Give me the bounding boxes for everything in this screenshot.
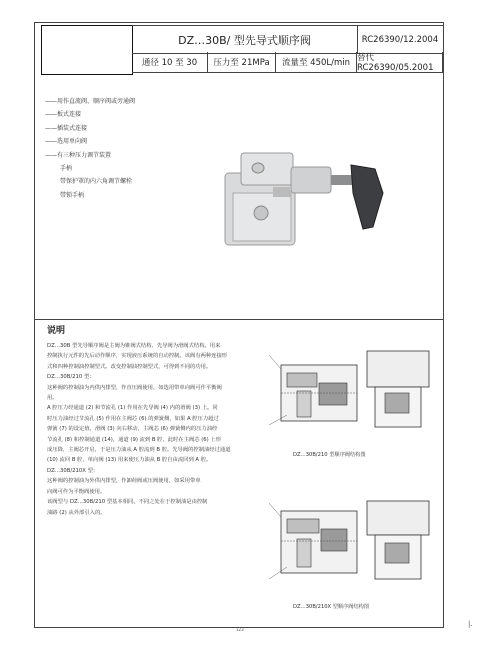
description-text bbox=[47, 341, 267, 518]
text-line: DZ…30B/210 型： bbox=[47, 374, 95, 381]
page-frame bbox=[34, 22, 444, 628]
text-line: 向阀可作为平衡阀使用。 bbox=[47, 488, 106, 495]
text-line: (10) 流回 B 腔，单向阀 (13) 用来使压力油从 B 腔自由流回到 A 腔。 bbox=[47, 457, 212, 464]
header bbox=[35, 23, 443, 77]
section-title: 说明 bbox=[47, 326, 66, 336]
page-number: 123 bbox=[236, 627, 244, 632]
section-diagram-210x bbox=[267, 491, 439, 599]
spec-replaces: 替代 RC26390/05.2001 bbox=[357, 52, 443, 73]
text-line: 时压力油经过节流孔 (5) 作用在主阀芯 (6) 的弹簧侧，如果 A 腔压力超过 bbox=[47, 415, 219, 422]
spec-row bbox=[132, 52, 443, 73]
text-line: A 腔压力经通道 (2) 和节流孔 (1) 作用在先导阀 (4) 内的滑阀 (3) 上。同 bbox=[47, 405, 218, 412]
spec-size: 通径 10 至 30 bbox=[132, 52, 208, 73]
feature-item: ——选用单向阀 bbox=[45, 138, 88, 146]
edge-mark: |. bbox=[468, 620, 473, 628]
text-line: 油路 (2) 从外部引入的。 bbox=[47, 509, 106, 516]
text-line: DZ…30B/210X 型： bbox=[47, 467, 99, 474]
diagram2-caption: DZ…30B/210X 型顺序阀结构图 bbox=[293, 604, 370, 610]
text-line: 弹簧 (7) 的设定值，滑阀 (3) 向右移动，主阀芯 (6) 弹簧侧内的压力油经 bbox=[47, 426, 218, 433]
text-line: 用。 bbox=[47, 395, 58, 402]
feature-subitem: 带保护罩的内六角调节螺栓 bbox=[60, 178, 133, 186]
spec-flow: 流量至 450L/min bbox=[276, 52, 357, 73]
doc-title: DZ…30B/ 型先导式顺序阀 bbox=[132, 25, 358, 54]
text-line: 成压降，主阀芯开启，于是压力油从 A 腔流到 B 腔。先导阀的控制油经过通道 bbox=[47, 447, 231, 454]
feature-item: ——板式连接 bbox=[45, 111, 82, 119]
text-line: 式和四种控制油控制型式。改变控制油控制型式，可得到不同的功用。 bbox=[47, 363, 212, 370]
logo-box bbox=[41, 25, 133, 75]
text-line: 该阀型与 DZ…30B/210 型基本相同，不同之处在于控制油是由控制 bbox=[47, 499, 208, 506]
feature-subitem: 手柄 bbox=[60, 165, 73, 173]
diagram1-caption: DZ…30B/210 型顺序阀结构图 bbox=[293, 452, 366, 458]
text-line: 节流孔 (8) 和控制通道 (14)，通道 (9) 流到 B 腔，此时在主阀芯 (6) 上形 bbox=[47, 436, 221, 443]
section-divider bbox=[35, 319, 443, 320]
doc-code: RC26390/12.2004 bbox=[357, 25, 444, 54]
feature-subitem: 带锁手柄 bbox=[60, 191, 85, 199]
feature-item: ——有三种压力调节装置 bbox=[45, 151, 112, 159]
text-line: 这种阀的控制油为内供内排型，作直压阀使用，如选用带单向阀可作平衡阀 bbox=[47, 384, 222, 391]
text-line: 这种阀的控制油为外供内排型，作卸荷阀或压阀使用，如采用带单 bbox=[47, 478, 201, 485]
feature-item: ——用作直流阀、顺序阀或旁通阀 bbox=[45, 98, 136, 105]
feature-list bbox=[45, 95, 135, 202]
text-line: DZ…30B 型先导顺序阀是主阀为锥阀式结构、先导阀为滑阀式结构。用来 bbox=[47, 343, 221, 349]
valve-product-photo bbox=[213, 143, 393, 253]
section-diagram-210 bbox=[267, 345, 439, 445]
feature-item: ——插装式连接 bbox=[45, 124, 88, 132]
spec-pressure: 压力至 21MPa bbox=[208, 52, 276, 73]
text-line: 控制执行元件的先后动作顺序，实现液压系统的自动控制。该阀有两种连接形 bbox=[47, 353, 228, 360]
